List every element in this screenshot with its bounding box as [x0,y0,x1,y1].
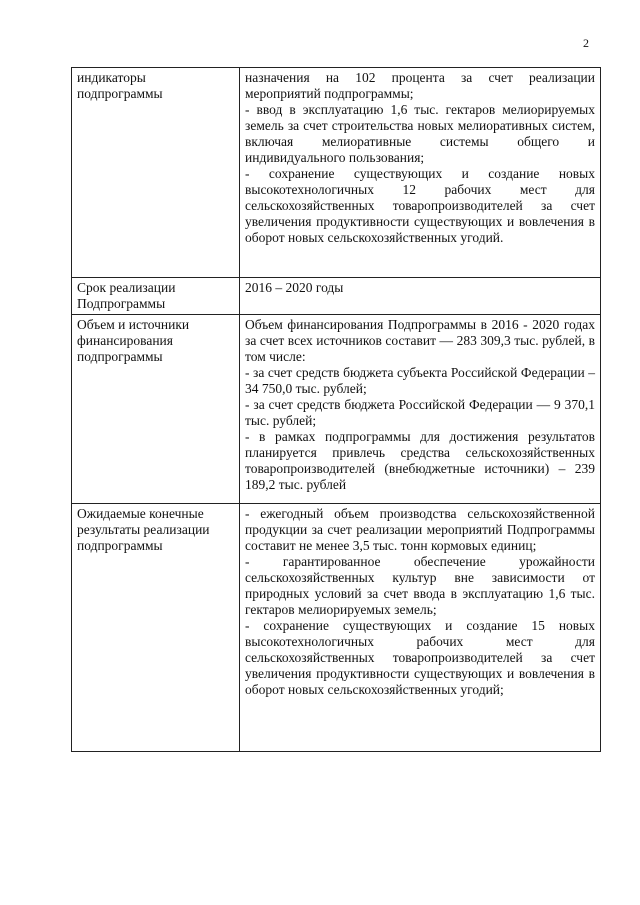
row-label-line: подпрограммы [77,538,163,553]
table-row [72,68,601,278]
table-row [72,315,601,504]
content-paragraph: - ежегодный объем производства сельскохозяйственной продукции за счет реализации мероприятий Подпрограммы составит не менее 3,5 тыс. тонн кормовых единиц; [245,506,595,553]
row-label-line: подпрограммы [77,349,163,364]
row-label-cell [72,68,240,278]
content-paragraph: - ввод в эксплуатацию 1,6 тыс. гектаров мелиорируемых земель за счет строительства новых мелиоративных систем, включая мелиоративные системы общего и индивидуального пользования; [245,102,595,165]
row-label-line: подпрограммы [77,86,163,101]
row-label-line: Объем и источники [77,317,190,332]
content-paragraph: назначения на 102 процента за счет реализации мероприятий подпрограммы; [245,70,595,101]
row-label-line: Срок реализации [77,280,176,295]
content-paragraph: - сохранение существующих и создание 15 новых высокотехнологичных рабочих мест для сельскохозяйственных товаропроизводителей за счет увеличения продуктивности существующих и вовлечения в оборот новых сельскохозяйственных угодий; [245,618,595,697]
content-paragraph: - гарантированное обеспечение урожайности сельскохозяйственных культур вне зависимости от природных условий за счет ввода в эксплуатацию 1,6 тыс. гектаров мелиорируемых земель; [245,554,595,617]
row-label-cell [72,278,240,315]
row-label-cell [72,504,240,752]
row-content-cell [240,68,601,278]
content-paragraph: - за счет средств бюджета Российской Федерации — 9 370,1 тыс. рублей; [245,397,595,428]
page-number: 2 [583,36,589,50]
row-label-line: Подпрограммы [77,296,166,311]
row-label-cell [72,315,240,504]
table-row [72,278,601,315]
row-label-line: результаты реализации [77,522,210,537]
row-content-cell [240,278,601,315]
row-label-line: финансирования [77,333,173,348]
row-content-cell [240,315,601,504]
row-label-line: индикаторы [77,70,146,85]
passport-table [71,67,601,752]
content-paragraph: - сохранение существующих и создание новых высокотехнологичных 12 рабочих мест для сельскохозяйственных товаропроизводителей за счет увеличения продуктивности существующих и вовлечения в оборот новых сельскохозяйственных угодий. [245,166,595,245]
content-paragraph: - в рамках подпрограммы для достижения результатов планируется привлечь средства сельскохозяйственных товаропроизводителей (внебюджетные источники) – 239 189,2 тыс. рублей [245,429,595,492]
content-paragraph: Объем финансирования Подпрограммы в 2016 - 2020 годах за счет всех источников составит — 283 309,3 тыс. рублей, в том числе: [245,317,595,364]
content-paragraph: - за счет средств бюджета субъекта Российской Федерации – 34 750,0 тыс. рублей; [245,365,595,396]
row-content-cell [240,504,601,752]
table-row [72,504,601,752]
row-label-line: Ожидаемые конечные [77,506,204,521]
content-paragraph: 2016 – 2020 годы [245,280,344,295]
